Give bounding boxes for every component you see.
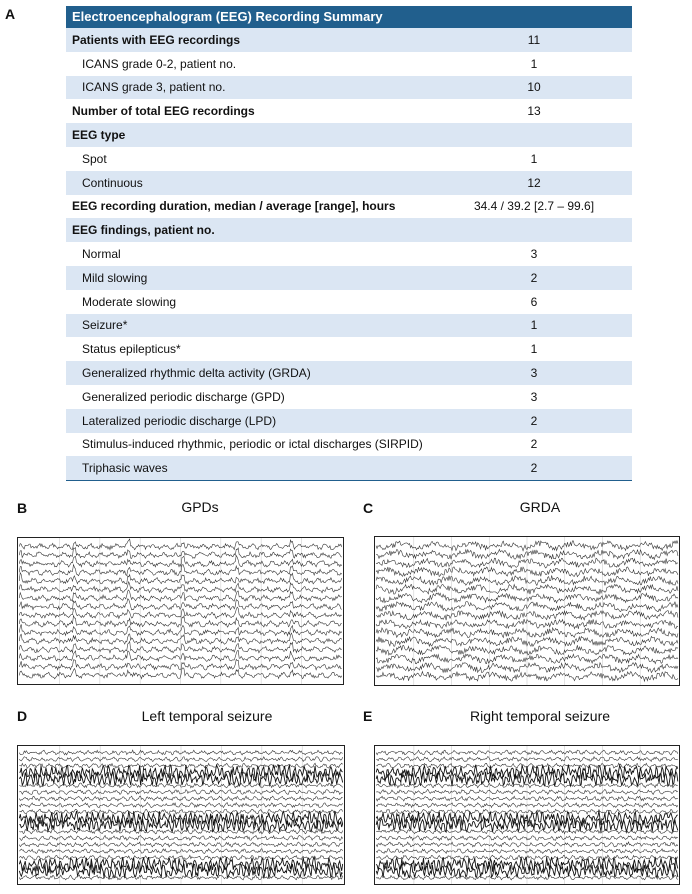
table-row (66, 409, 632, 433)
table-row (66, 99, 632, 123)
table-row (66, 123, 632, 147)
row-label: Triphasic waves (82, 461, 168, 476)
table-row (66, 195, 632, 219)
table-row (66, 337, 632, 361)
table-row (66, 52, 632, 76)
row-value: 2 (530, 413, 538, 428)
eeg-trace-gpds (17, 537, 344, 685)
table-row (66, 218, 632, 242)
row-value: 2 (530, 461, 538, 476)
row-value: 11 (527, 32, 541, 47)
table-body (66, 28, 632, 480)
eeg-title-left-seizure: Left temporal seizure (141, 708, 273, 724)
table-row (66, 242, 632, 266)
row-value: 6 (530, 294, 538, 309)
table-row (66, 266, 632, 290)
table-row (66, 361, 632, 385)
panel-label-c: C (363, 500, 374, 516)
eeg-waveform-grda (375, 537, 679, 685)
table-bottom-rule (66, 480, 632, 481)
eeg-trace-right-seizure (374, 745, 680, 885)
row-label: Generalized periodic discharge (GPD) (82, 389, 285, 404)
row-label: Continuous (82, 175, 143, 190)
eeg-title-right-seizure: Right temporal seizure (469, 708, 611, 724)
row-label: Normal (82, 247, 121, 262)
table-title: Electroencephalogram (EEG) Recording Summary (66, 6, 632, 28)
row-value: 13 (527, 104, 541, 119)
row-label: Stimulus-induced rhythmic, periodic or ictal discharges (SIRPID) (82, 437, 423, 452)
row-value: 2 (530, 270, 538, 285)
table-row (66, 290, 632, 314)
eeg-title-gpds: GPDs (181, 499, 219, 515)
eeg-waveform-right-seizure (375, 746, 679, 884)
row-label: ICANS grade 3, patient no. (82, 80, 226, 95)
row-label: Mild slowing (82, 270, 148, 285)
row-label: EEG recording duration, median / average [range], hours (72, 199, 396, 214)
table-row (66, 171, 632, 195)
row-label: Moderate slowing (82, 294, 177, 309)
eeg-trace-grda (374, 536, 680, 686)
eeg-trace-left-seizure (17, 745, 345, 885)
table-row (66, 385, 632, 409)
row-label: EEG findings, patient no. (72, 223, 215, 238)
table-row (66, 314, 632, 338)
eeg-summary-table (66, 6, 632, 481)
panel-label-a: A (5, 6, 16, 22)
row-label: Spot (82, 151, 107, 166)
row-value: 1 (530, 151, 538, 166)
row-label: Number of total EEG recordings (72, 104, 255, 119)
table-row (66, 76, 632, 100)
row-label: Lateralized periodic discharge (LPD) (82, 413, 277, 428)
row-value: 34.4 / 39.2 [2.7 – 99.6] (473, 199, 595, 214)
row-value: 3 (530, 247, 538, 262)
table-row (66, 28, 632, 52)
row-value: 3 (530, 389, 538, 404)
panel-label-e: E (363, 708, 373, 724)
row-label: Patients with EEG recordings (72, 32, 241, 47)
table-row (66, 433, 632, 457)
row-value: 1 (530, 342, 538, 357)
row-label: Status epilepticus* (82, 342, 181, 357)
row-value: 1 (530, 56, 538, 71)
row-value: 1 (530, 318, 538, 333)
row-value: 3 (530, 366, 538, 381)
row-label: ICANS grade 0-2, patient no. (82, 56, 237, 71)
eeg-title-grda: GRDA (519, 499, 561, 515)
row-label: Generalized rhythmic delta activity (GRDA) (82, 366, 311, 381)
panel-label-d: D (17, 708, 28, 724)
panel-label-b: B (17, 500, 28, 516)
row-value: 10 (527, 80, 541, 95)
row-label: Seizure* (82, 318, 128, 333)
table-row (66, 456, 632, 480)
row-value: 2 (530, 437, 538, 452)
row-value: 12 (527, 175, 541, 190)
table-row (66, 147, 632, 171)
row-label: EEG type (72, 128, 126, 143)
eeg-waveform-left-seizure (18, 746, 344, 884)
eeg-waveform-gpds (18, 538, 343, 684)
